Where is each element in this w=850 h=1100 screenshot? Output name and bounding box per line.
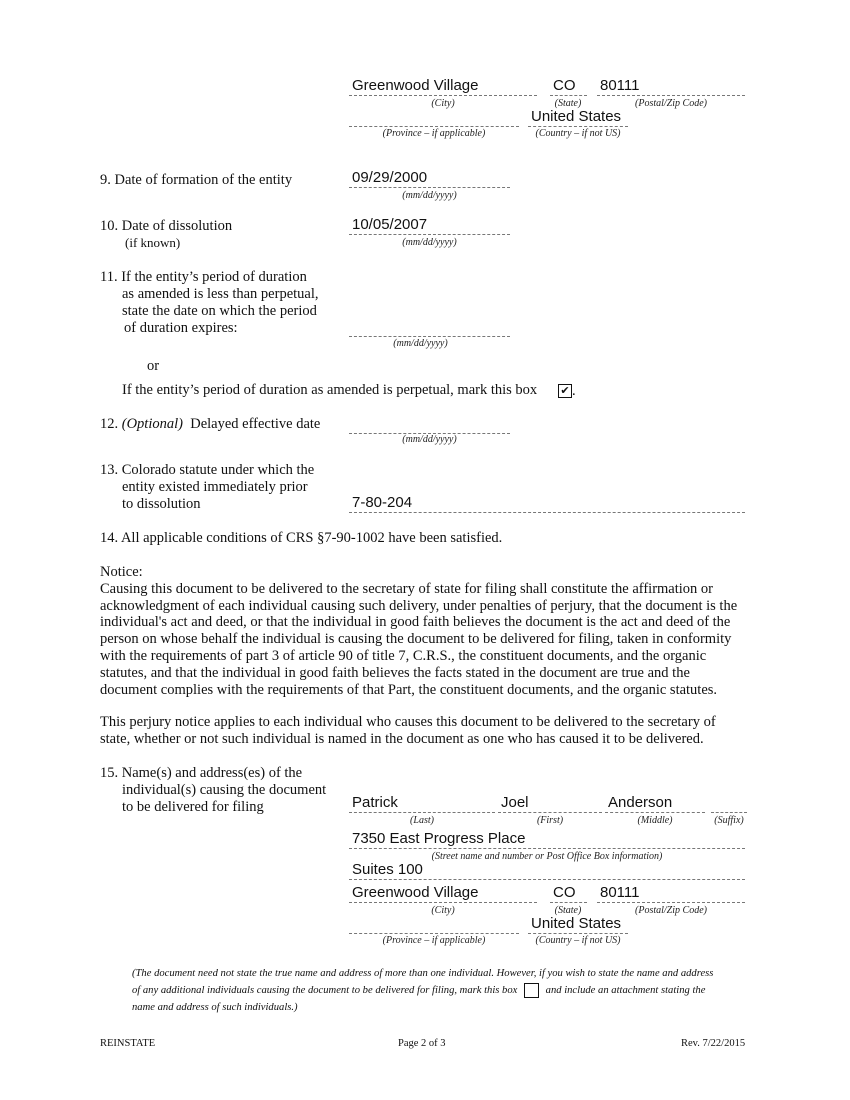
item12-text: Delayed effective date: [190, 416, 321, 432]
formation-date-value: 09/29/2000: [352, 169, 428, 186]
notice-block: [100, 564, 760, 698]
city-caption: (City): [431, 98, 455, 109]
notice-line: person on whose behalf the individual is causing the document to be delivered for filing, taken in conformity: [100, 631, 732, 648]
first-name-caption: (First): [536, 815, 564, 826]
perjury-line: This perjury notice applies to each individual who causes this document to be delivered to the secretary of: [100, 714, 716, 730]
item13-label-line3: to dissolution: [122, 496, 201, 512]
filer-country-field[interactable]: [528, 915, 628, 934]
note-line2-after: and include an attachment stating the: [545, 985, 706, 996]
street-field[interactable]: [349, 830, 745, 849]
filer-country-caption: (Country – if not US): [535, 935, 621, 946]
dissolution-date-caption: (mm/dd/yyyy): [402, 237, 457, 248]
notice-heading: Notice:: [100, 564, 143, 580]
filer-zip-caption: (Postal/Zip Code): [635, 905, 707, 916]
item13-label-line1: 13. Colorado statute under which the: [100, 462, 315, 478]
item13-label-line2: entity existed immediately prior: [122, 479, 308, 495]
item15-label-line3: to be delivered for filing: [122, 799, 264, 815]
filer-city-value: Greenwood Village: [352, 884, 479, 901]
perpetual-text: If the entity’s period of duration as amended is perpetual, mark this box: [122, 382, 538, 398]
filer-province-caption: (Province – if applicable): [382, 935, 486, 946]
note-line1: (The document need not state the true name and address of more than one individual. However, if you wish to state the name and address: [132, 968, 714, 979]
filer-country-value: United States: [531, 915, 622, 932]
first-name-value: Joel: [501, 794, 529, 811]
formation-date-caption: (mm/dd/yyyy): [402, 190, 457, 201]
or-text: or: [147, 358, 160, 374]
first-name-field[interactable]: [498, 794, 602, 813]
item11-label-line3: state the date on which the period: [122, 303, 317, 319]
state-field[interactable]: [550, 77, 587, 96]
item11-label-line4: of duration expires:: [124, 320, 238, 336]
city-value: Greenwood Village: [352, 77, 479, 94]
notice-line: Causing this document to be delivered to the secretary of state for filing shall constitute the affirmation or: [100, 580, 713, 597]
item11-label-line2: as amended is less than perpetual,: [122, 286, 319, 302]
zip-value: 80111: [600, 77, 640, 94]
filer-state-value: CO: [553, 884, 576, 901]
item12-label: [100, 416, 320, 433]
perjury-line: state, whether or not such individual is named in the document as one who has caused it to be delivered.: [100, 730, 704, 747]
note-line3: name and address of such individuals.): [132, 1002, 298, 1013]
state-caption: (State): [554, 98, 582, 109]
item11-label-line1: 11. If the entity’s period of duration: [100, 269, 307, 285]
suffix-caption: (Suffix): [714, 815, 744, 826]
perpetual-checkbox-wrap: [558, 382, 576, 400]
filer-city-caption: (City): [431, 905, 455, 916]
footer-revision: Rev. 7/22/2015: [681, 1038, 746, 1049]
additional-individuals-checkbox[interactable]: [524, 983, 539, 998]
statute-field[interactable]: [349, 494, 745, 513]
item14-text: 14. All applicable conditions of CRS §7-90-1002 have been satisfied.: [100, 530, 503, 546]
perpetual-checkbox[interactable]: ✔: [558, 384, 572, 398]
street2-value: Suites 100: [352, 861, 423, 878]
footer-page-number: Page 2 of 3: [398, 1038, 446, 1049]
middle-name-value: Anderson: [608, 794, 673, 811]
zip-caption: (Postal/Zip Code): [635, 98, 707, 109]
filer-zip-value: 80111: [600, 884, 640, 901]
country-caption: (Country – if not US): [535, 128, 621, 139]
middle-name-caption: (Middle): [637, 815, 673, 826]
filer-province-field[interactable]: [349, 915, 519, 934]
delayed-date-caption: (mm/dd/yyyy): [402, 434, 457, 445]
province-field[interactable]: [349, 108, 519, 127]
filer-state-field[interactable]: [550, 884, 587, 903]
statute-value: 7-80-204: [352, 494, 413, 511]
last-name-caption: (Last): [410, 815, 434, 826]
item15-label-line2: individual(s) causing the document: [122, 782, 327, 798]
perpetual-row: [122, 382, 537, 399]
notice-line: acknowledgment of each individual causing such delivery, under penalties of perjury, that the document is the: [100, 597, 738, 614]
item10-sublabel: (if known): [125, 235, 181, 250]
item10-label: 10. Date of dissolution: [100, 218, 233, 234]
expiration-date-caption: (mm/dd/yyyy): [393, 338, 448, 349]
country-value: United States: [531, 108, 622, 125]
filer-state-caption: (State): [554, 905, 582, 916]
province-caption: (Province – if applicable): [382, 128, 486, 139]
delayed-date-field[interactable]: [349, 415, 510, 434]
street-caption: (Street name and number or Post Office Box information): [431, 851, 663, 862]
formation-date-field[interactable]: [349, 169, 510, 188]
middle-name-field[interactable]: [605, 794, 705, 813]
suffix-field[interactable]: [711, 794, 747, 813]
zip-field[interactable]: [597, 77, 745, 96]
additional-individuals-note: [132, 965, 757, 1016]
street-value: 7350 East Progress Place: [352, 830, 526, 847]
notice-line: document complies with the requirements of that Part, the constituent documents, and the organic statutes.: [100, 681, 718, 698]
footer-form-name: REINSTATE: [100, 1038, 156, 1049]
notice-line: statutes, and that the individual in good faith believes the facts stated in the document are true and the: [100, 664, 690, 681]
expiration-date-field[interactable]: [349, 318, 510, 337]
notice-line: individual's act and deed, or that the individual in good faith believes the document is the act and deed of the: [100, 614, 731, 631]
notice-line: with the requirements of part 3 of article 90 of title 7, C.R.S., the constituent documents, and the organic: [100, 647, 707, 664]
dissolution-date-value: 10/05/2007: [352, 216, 428, 233]
city-field[interactable]: [349, 77, 537, 96]
item12-number: 12.: [100, 416, 119, 432]
last-name-field[interactable]: [349, 794, 495, 813]
country-field[interactable]: [528, 108, 628, 127]
note-line2: [132, 982, 757, 999]
street2-field[interactable]: [349, 861, 745, 880]
last-name-value: Patrick: [352, 794, 398, 811]
perpetual-period: .: [572, 383, 576, 399]
note-line2-before: of any additional individuals causing the document to be delivered for filing, mark this box: [132, 985, 518, 996]
state-value: CO: [553, 77, 576, 94]
perjury-notice: [100, 714, 760, 748]
filer-city-field[interactable]: [349, 884, 537, 903]
item15-label-line1: 15. Name(s) and address(es) of the: [100, 765, 303, 781]
filer-zip-field[interactable]: [597, 884, 745, 903]
dissolution-date-field[interactable]: [349, 216, 510, 235]
item12-optional: (Optional): [121, 416, 183, 432]
item9-label: 9. Date of formation of the entity: [100, 172, 293, 188]
